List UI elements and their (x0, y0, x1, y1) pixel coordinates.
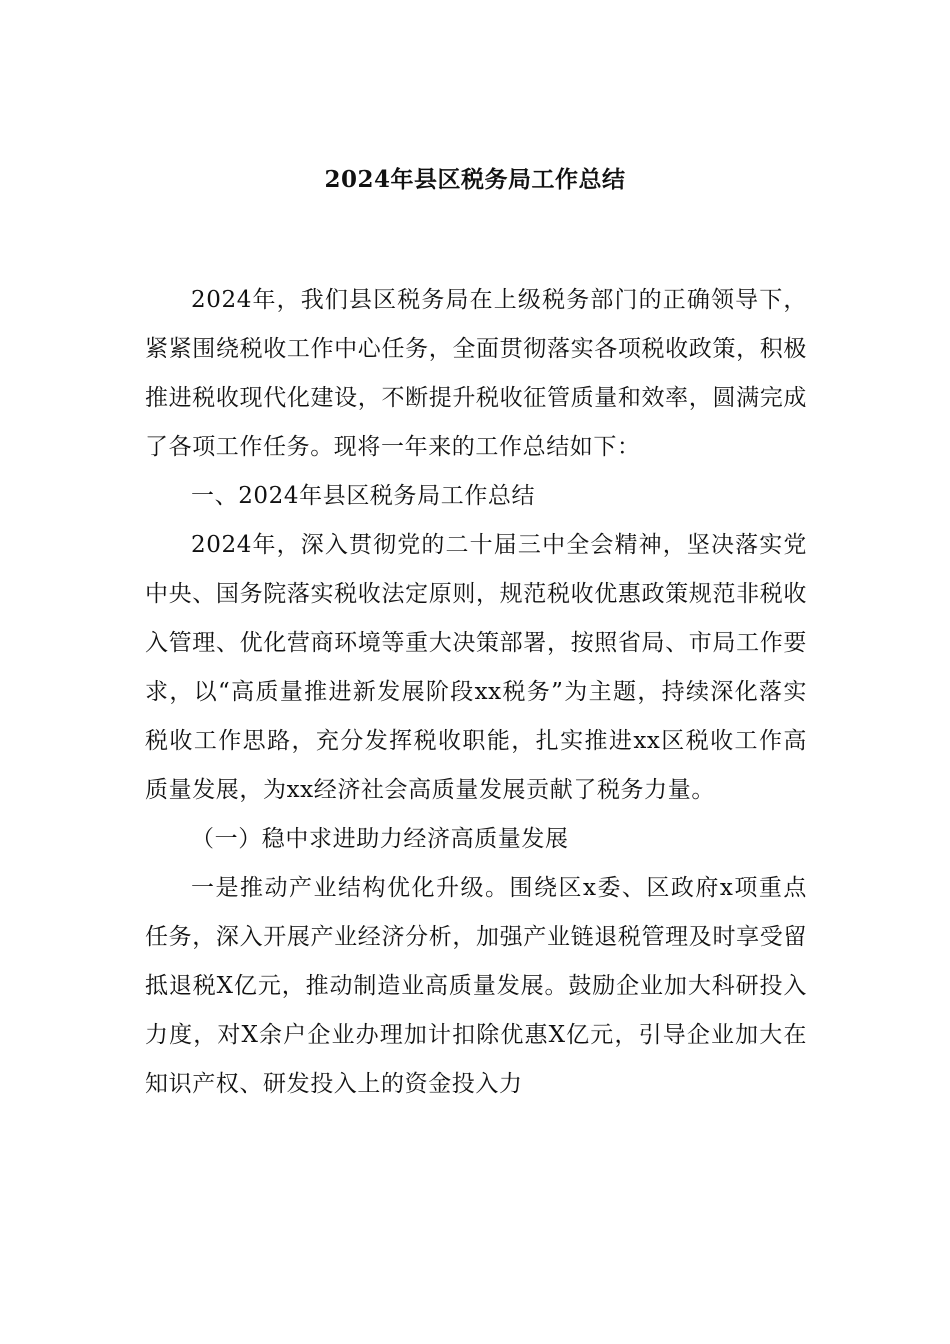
document-body (145, 276, 807, 1109)
intro-paragraph: 2024年，我们县区税务局在上级税务部门的正确领导下，紧紧围绕税收工作中心任务，全面贯彻落实各项税收政策，积极推进税收现代化建设，不断提升税收征管质量和效率，圆满完成了各项工作任务。现将一年来的工作总结如下： (145, 287, 807, 460)
section-1-paragraph: 2024年，深入贯彻党的二十届三中全会精神，坚决落实党中央、国务院落实税收法定原则，规范税收优惠政策规范非税收入管理、优化营商环境等重大决策部署，按照省局、市局工作要求，以“高质量推进新发展阶段xx税务”为主题，持续深化落实税收工作思路，充分发挥税收职能，扎实推进xx区税收工作高质量发展，为xx经济社会高质量发展贡献了税务力量。 (145, 532, 807, 803)
subsection-heading-1: （一）稳中求进助力经济高质量发展 (191, 826, 569, 852)
document-title: 2024年县区税务局工作总结 (324, 166, 626, 193)
section-heading-1: 一、2024年县区税务局工作总结 (191, 483, 536, 509)
subsection-1-paragraph: 一是推动产业结构优化升级。围绕区x委、区政府x项重点任务，深入开展产业经济分析，加强产业链退税管理及时享受留抵退税X亿元，推动制造业高质量发展。鼓励企业加大科研投入力度，对X余户企业办理加计扣除优惠X亿元，引导企业加大在知识产权、研发投入上的资金投入力 (145, 875, 807, 1097)
